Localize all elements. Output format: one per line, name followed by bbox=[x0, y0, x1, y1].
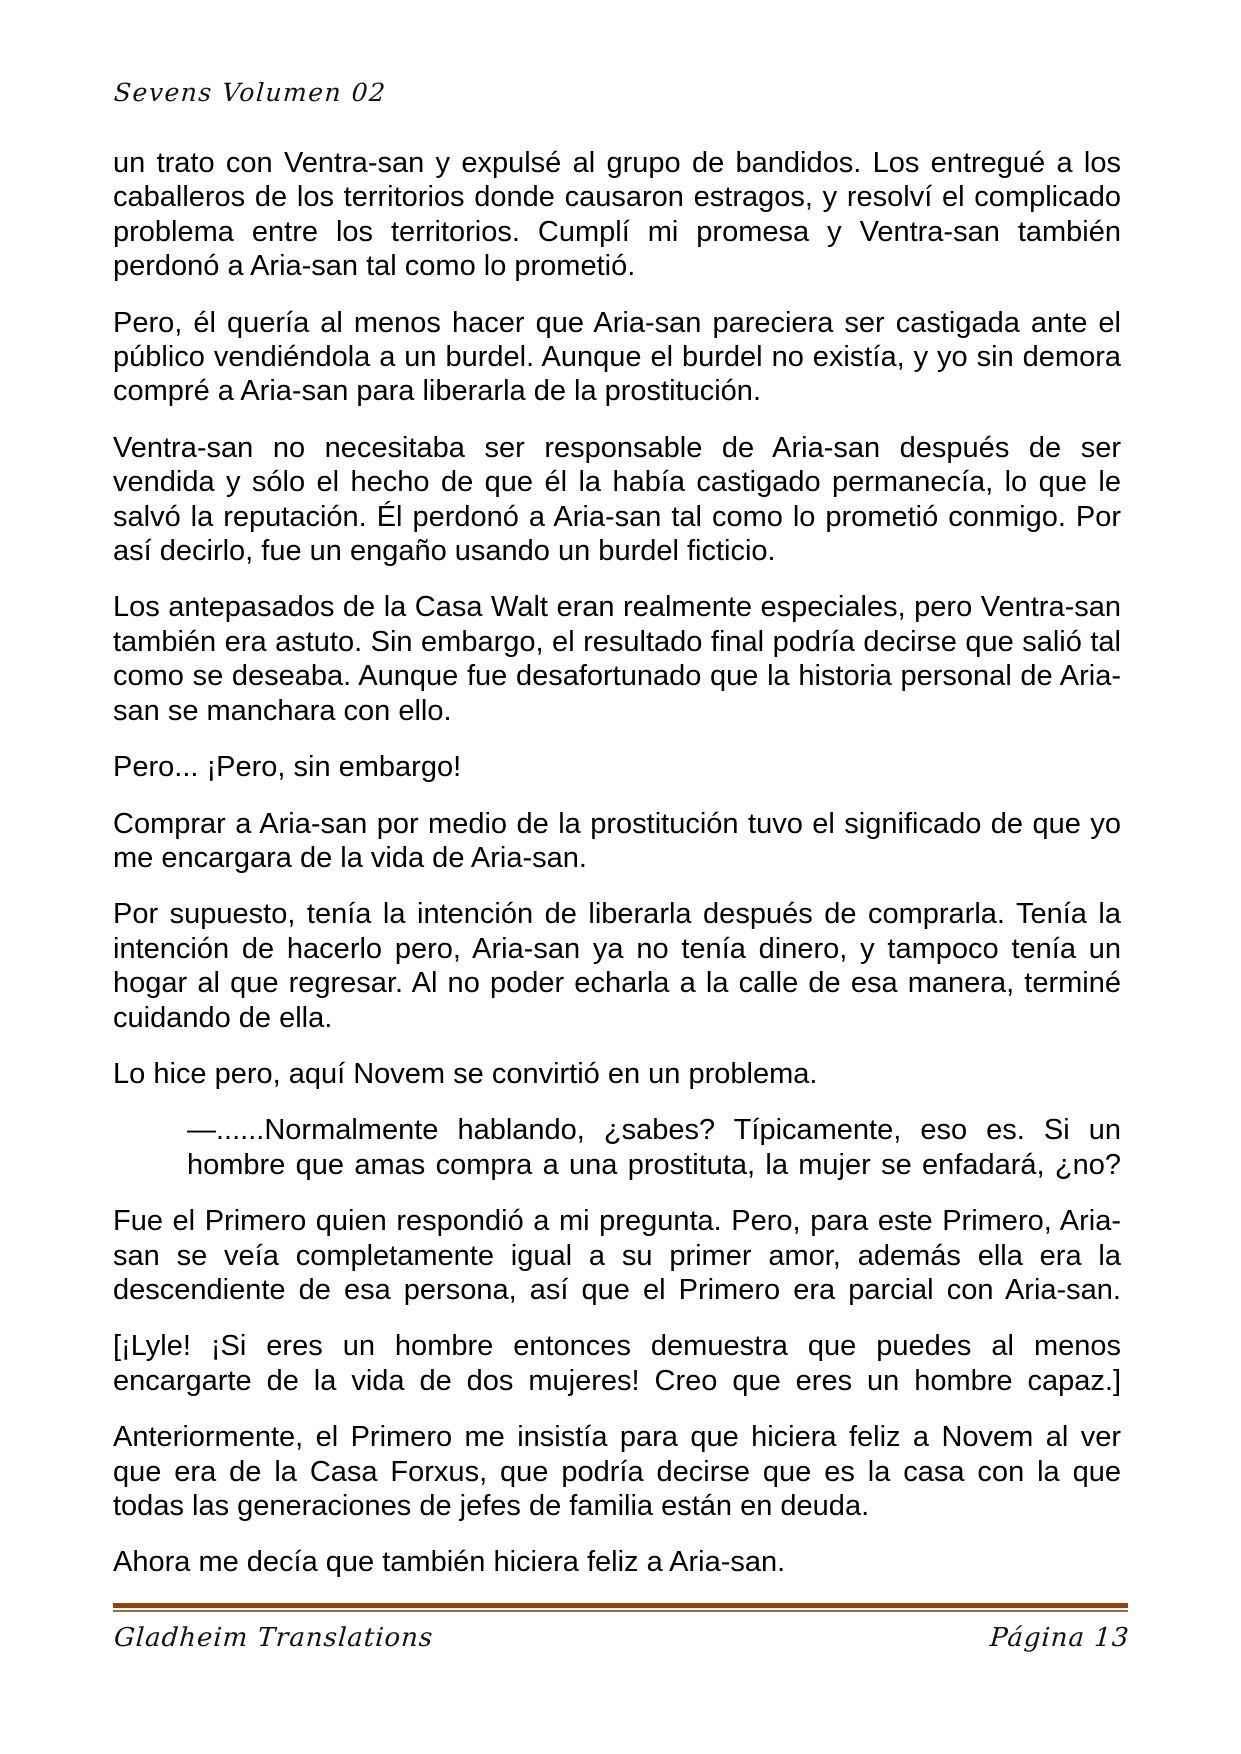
text-line: —......Normalmente hablando, ¿sabes? Típicamente, eso es. Si un bbox=[187, 1114, 1121, 1147]
text-line: intención de hacerlo pero, Aria-san ya no tenía dinero, y tampoco tenía un bbox=[113, 932, 1121, 965]
text-line: Ventra-san no necesitaba ser responsable de Aria-san después de ser bbox=[113, 431, 1121, 464]
text-line: salvó la reputación. Él perdonó a Aria-san tal como lo prometió conmigo. Por bbox=[113, 500, 1121, 533]
text-line: caballeros de los territorios donde causaron estragos, y resolví el complicado bbox=[113, 181, 1121, 214]
text-line: todas las generaciones de jefes de familia están en deuda. bbox=[113, 1490, 870, 1522]
text-line: un trato con Ventra-san y expulsé al grupo de bandidos. Los entregué a los bbox=[113, 147, 1121, 179]
footer-rule-thin bbox=[113, 1610, 1128, 1612]
text-line: Ahora me decía que también hiciera feliz a Aria-san. bbox=[113, 1546, 786, 1579]
text-line: vendida y sólo el hecho de que él la había castigado permanecía, lo que le bbox=[113, 466, 1121, 499]
text-line: Pero, él quería al menos hacer que Aria-san pareciera ser castigada ante el bbox=[113, 306, 1121, 339]
text-line: así decirlo, fue un engaño usando un burdel ficticio. bbox=[113, 535, 776, 568]
bracket-quote-paragraph bbox=[113, 1329, 1121, 1398]
page-header-title: Sevens Volumen 02 bbox=[113, 78, 388, 107]
page-footer bbox=[113, 1603, 1131, 1653]
text-line: también era astuto. Sin embargo, el resultado final podría decirse que salió tal bbox=[113, 625, 1121, 658]
text-line: compré a Aria-san para liberarla de la prostitución. bbox=[113, 375, 761, 408]
text-line: Lo hice pero, aquí Novem se convirtió en un problema. bbox=[113, 1057, 818, 1090]
paragraph bbox=[113, 1545, 1121, 1579]
text-line: cuidando de ella. bbox=[113, 1001, 333, 1034]
text-line: Anteriormente, el Primero me insistía para que hiciera feliz a Novem al ver bbox=[113, 1421, 1121, 1454]
text-line: Los antepasados de la Casa Walt eran realmente especiales, pero Ventra-san bbox=[113, 591, 1121, 624]
body-text bbox=[113, 146, 1121, 1580]
page-content bbox=[113, 0, 1121, 1602]
text-line: problema entre los territorios. Cumplí mi promesa y Ventra-san también bbox=[113, 215, 1121, 248]
text-line: me encargara de la vida de Aria-san. bbox=[113, 841, 587, 874]
footer-translator-credit: Gladheim Translations bbox=[113, 1623, 435, 1653]
text-line: san se manchara con ello. bbox=[113, 694, 452, 727]
footer-page-number: Página 13 bbox=[988, 1623, 1131, 1653]
text-line: [¡Lyle! ¡Si eres un hombre entonces demuestra que puedes al menos bbox=[113, 1330, 1121, 1363]
text-line: público vendiéndola a un burdel. Aunque el burdel no existía, y yo sin demora bbox=[113, 341, 1121, 374]
footer-row bbox=[113, 1623, 1131, 1653]
text-line: descendiente de esa persona, así que el Primero era parcial con Aria-san. bbox=[113, 1273, 1121, 1306]
text-line: encargarte de la vida de dos mujeres! Creo que eres un hombre capaz.] bbox=[113, 1364, 1121, 1397]
text-line: Comprar a Aria-san por medio de la prostitución tuvo el significado de que yo bbox=[113, 807, 1121, 840]
text-line: como se deseaba. Aunque fue desafortunado que la historia personal de Aria- bbox=[113, 660, 1121, 693]
text-line: hombre que amas compra a una prostituta, la mujer se enfadará, ¿no? bbox=[187, 1148, 1121, 1181]
paragraph bbox=[113, 807, 1121, 876]
paragraph bbox=[113, 1057, 1121, 1091]
text-line: Pero... ¡Pero, sin embargo! bbox=[113, 751, 462, 784]
paragraph bbox=[113, 431, 1121, 569]
text-line: Fue el Primero quien respondió a mi pregunta. Pero, para este Primero, Aria- bbox=[113, 1205, 1121, 1238]
paragraph bbox=[113, 897, 1121, 1035]
text-line: hogar al que regresar. Al no poder echarla a la calle de esa manera, terminé bbox=[113, 967, 1121, 1000]
dialogue-paragraph bbox=[187, 1113, 1121, 1182]
paragraph bbox=[113, 146, 1121, 284]
paragraph bbox=[113, 1420, 1121, 1523]
text-line: san se veía completamente igual a su primer amor, además ella era la bbox=[113, 1239, 1121, 1272]
paragraph bbox=[113, 1204, 1121, 1307]
paragraph bbox=[113, 590, 1121, 728]
paragraph bbox=[113, 750, 1121, 784]
paragraph bbox=[113, 306, 1121, 409]
text-line: Por supuesto, tenía la intención de liberarla después de comprarla. Tenía la bbox=[113, 898, 1121, 931]
text-line: perdonó a Aria-san tal como lo prometió. bbox=[113, 250, 636, 283]
text-line: que era de la Casa Forxus, que podría decirse que es la casa con la que bbox=[113, 1455, 1121, 1488]
